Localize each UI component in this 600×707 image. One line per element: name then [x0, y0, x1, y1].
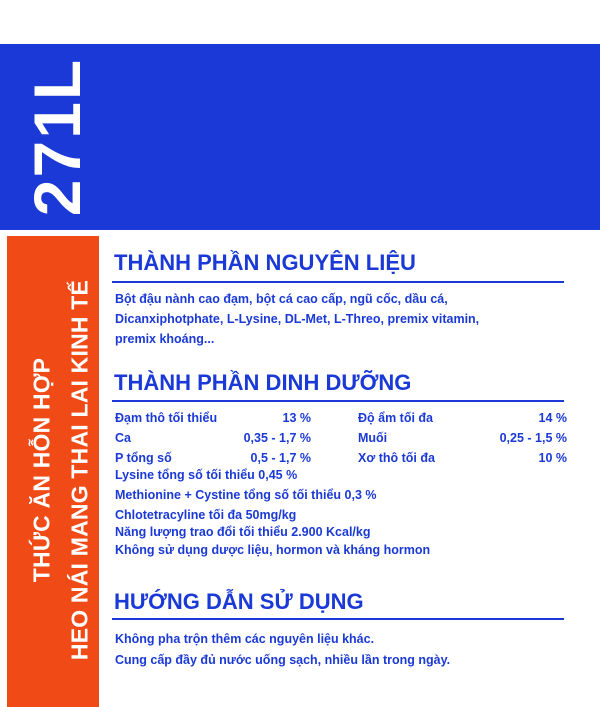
ingredients-line: premix khoáng...: [115, 332, 215, 346]
ingredients-divider: [112, 281, 564, 283]
nutrition-note: Năng lượng trao đổi tối thiểu 2.900 Kcal/kg: [115, 525, 371, 539]
product-title-line2: HEO NÁI MANG THAI LAI KINH TẾ: [66, 279, 93, 661]
product-title-line1: THỨC ĂN HỖN HỢP: [28, 357, 55, 583]
nutrition-heading: THÀNH PHẦN DINH DƯỠNG: [114, 370, 412, 395]
nutrition-row: [115, 408, 567, 428]
nutrient-value: 14 %: [538, 411, 567, 425]
nutrition-note: Methionine + Cystine tổng số tối thiểu 0,3 %: [115, 488, 377, 502]
usage-divider: [112, 618, 564, 620]
product-code: 271L: [20, 57, 94, 217]
usage-heading: HƯỚNG DẪN SỬ DỤNG: [114, 589, 364, 614]
nutrient-value: 0,25 - 1,5 %: [499, 431, 567, 445]
ingredients-line: Bột đậu nành cao đạm, bột cá cao cấp, ngũ cốc, dầu cá,: [115, 292, 448, 306]
nutrition-row: [115, 428, 567, 448]
nutrient-label: P tổng số: [115, 451, 172, 465]
nutrient-value: 10 %: [538, 451, 567, 465]
usage-line: Cung cấp đầy đủ nước uống sạch, nhiều lần trong ngày.: [115, 653, 451, 667]
usage-line: Không pha trộn thêm các nguyên liệu khác.: [115, 632, 375, 646]
nutrient-value: 0,5 - 1,7 %: [250, 451, 311, 465]
nutrition-note: Chlotetracyline tối đa 50mg/kg: [115, 508, 297, 522]
nutrition-note: Lysine tổng số tối thiểu 0,45 %: [115, 468, 298, 482]
nutrient-label: Đạm thô tối thiểu: [115, 411, 218, 425]
nutrient-label: Ca: [115, 431, 131, 445]
nutrient-label: Muối: [358, 431, 388, 445]
nutrient-value: 0,35 - 1,7 %: [243, 431, 311, 445]
nutrient-label: Độ ẩm tối đa: [358, 411, 434, 425]
ingredients-line: Dicanxiphotphate, L-Lysine, DL-Met, L-Threo, premix vitamin,: [115, 312, 480, 326]
ingredients-heading: THÀNH PHẦN NGUYÊN LIỆU: [114, 250, 416, 275]
nutrient-value: 13 %: [282, 411, 311, 425]
nutrition-divider: [112, 400, 564, 402]
nutrition-note: Không sử dụng dược liệu, hormon và kháng hormon: [115, 543, 431, 557]
nutrient-label: Xơ thô tối đa: [358, 451, 435, 465]
